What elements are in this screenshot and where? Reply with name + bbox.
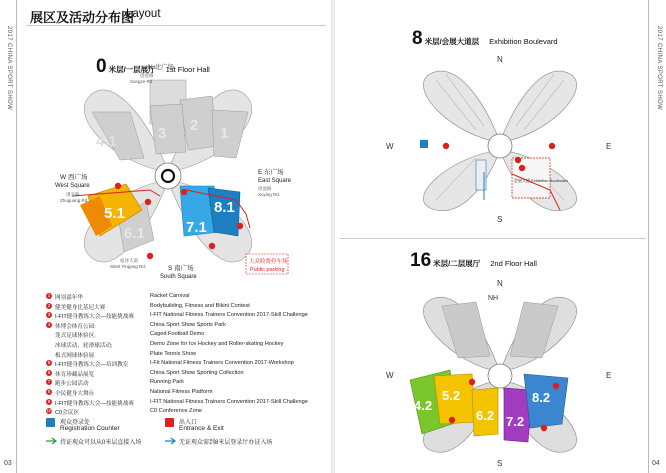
hall-3-block xyxy=(150,104,186,154)
legend-item xyxy=(46,330,336,340)
west-label-en: West Square xyxy=(55,183,90,189)
floor8-map xyxy=(380,50,620,225)
floor16-south: S xyxy=(497,459,503,468)
legend-number-badge: 1 xyxy=(47,293,51,298)
legend-label-zh: I-FIT健身教练大会—技能挑战赛 xyxy=(55,400,134,407)
legend-label-zh: 笼式足球体验区; xyxy=(55,333,96,340)
floor16-nh: NH xyxy=(488,295,499,302)
legend-label-en: Plate Tennis Show xyxy=(150,350,196,357)
entrance-exit-zh: 出入口 xyxy=(179,420,198,426)
floor8-title-en: Exhibition Boulevard xyxy=(489,37,558,46)
north-label: N 北广场 xyxy=(148,64,174,71)
floor0-map xyxy=(0,0,334,290)
legend-number-badge: 2 xyxy=(47,302,51,308)
floor0-title-zh: 米层/一层展厅 xyxy=(108,65,156,74)
legend-label-zh: 网羽嘉年华 xyxy=(55,295,83,301)
page-title: 展区及活动分布图 xyxy=(30,10,135,25)
legend-label-en: C0 Conference Zone xyxy=(150,408,202,415)
floor0-title-en: 1st Floor Hall xyxy=(165,65,210,74)
central-hub xyxy=(155,163,181,189)
legend-label-en: Caged Football Demo xyxy=(150,331,205,338)
south-road-en: Sleet Yingang Rd. xyxy=(110,264,147,269)
page-title-en: Layout xyxy=(126,8,161,20)
registration-icon xyxy=(46,418,55,427)
legend-number-badge: 9 xyxy=(47,398,51,404)
legend-label-en: Demo Zone for Ice Hockey and Roller-skating Hockey xyxy=(150,341,284,347)
legend-label-zh: 冰球活动、轮滑球活动; xyxy=(55,343,113,349)
hall-2-label: 2 xyxy=(190,117,199,134)
floor-divider xyxy=(340,238,646,239)
hall-7-2-label: 7.2 xyxy=(506,414,525,429)
note-certified: 持证观众可以从0米层直接入场 xyxy=(60,440,142,446)
east-label-en: East Square xyxy=(258,178,292,184)
floor16-number: 16 xyxy=(410,250,432,271)
east-label: E 东广场 xyxy=(258,169,284,176)
legend-number-badge: 10 xyxy=(46,408,52,414)
legend-number-badge: 3 xyxy=(47,312,51,318)
south-label-en: South Square xyxy=(160,274,197,280)
entrance-exit-en: Entrance & Exit xyxy=(179,425,224,432)
legend-label-zh: 体博会体育公园: xyxy=(55,323,96,330)
legend-item xyxy=(46,321,336,331)
hall-1-label: 1 xyxy=(220,125,229,142)
legend-item xyxy=(46,292,336,302)
page-number-right: 04 xyxy=(652,460,660,467)
floor16-hub xyxy=(488,364,512,388)
legend-item xyxy=(46,359,336,369)
legend-number-badge: 7 xyxy=(47,379,51,385)
legend-label-zh: C0会议区 xyxy=(55,410,79,417)
legend-label-en: I-FIT National Fitness Trainers Convention 2017-Skill Challenge xyxy=(150,398,308,405)
floor8-north: N xyxy=(497,55,503,64)
hall-5-2-label: 5.2 xyxy=(442,388,461,403)
floor8-west: W xyxy=(386,142,394,151)
floor16-heading xyxy=(410,250,537,272)
east-road-en: Xuying Rd. xyxy=(258,192,281,197)
hall-3-label: 3 xyxy=(158,125,167,142)
legend-label-en: Bodybuilding, Fitness and Bikini Contest xyxy=(150,302,250,309)
floor16-title-en: 2nd Floor Hall xyxy=(490,259,537,268)
legend-label-en: Running Park xyxy=(150,379,184,386)
registration-zh: 观众登录处 xyxy=(60,420,91,426)
floor8-title-zh: 米层/会展大道层 xyxy=(424,37,480,46)
legend-item xyxy=(46,407,336,417)
hall-1-block xyxy=(212,110,248,158)
vertical-title-right: 2017 CHINA SPORT SHOW xyxy=(656,26,662,111)
legend-item xyxy=(46,350,336,360)
legend-number-badge: 8 xyxy=(47,389,51,394)
hall-5-1-label: 5.1 xyxy=(104,205,125,222)
hall-4-1-label: 4.1 xyxy=(96,133,117,150)
legend-item xyxy=(46,311,336,321)
floor16-west: W xyxy=(386,371,394,380)
north-road-label: 创意路 xyxy=(140,73,154,78)
floor16-north: N xyxy=(497,279,503,288)
legend-label-zh: I-FIT健身教练大会—培训教室 xyxy=(55,362,129,369)
south-label: S 南广场 xyxy=(168,265,194,272)
legend-number-badge: 4 xyxy=(47,321,51,327)
legend-label-zh: 体育珍藏品展览 xyxy=(55,371,95,378)
blue-arrow-icon xyxy=(165,438,177,444)
legend-item xyxy=(46,340,336,350)
legend-item xyxy=(46,378,336,388)
legend-item xyxy=(46,398,336,408)
floor16-east: E xyxy=(606,371,612,380)
legend-label-en: I-FIT National Fitness Trainers Convention 2017-Skill Challenge xyxy=(150,312,308,319)
floor8-hub xyxy=(488,134,512,158)
floor16-title-zh: 米层/二层展厅 xyxy=(433,259,481,268)
floor8-south: S xyxy=(497,215,503,224)
registration-en: Registration Counter xyxy=(60,425,120,432)
hall-4-2-label: 4.2 xyxy=(414,398,433,413)
page-number-left: 03 xyxy=(4,460,12,467)
floor16-map xyxy=(380,272,620,468)
legend-label-zh: I-FIT健身教练大会—技能挑战赛 xyxy=(55,314,134,321)
west-label: W 西广场 xyxy=(60,174,88,181)
floor8-boulevard-label: 会展大道 Exhibition Boulevard xyxy=(514,178,568,183)
floor8-heading xyxy=(412,28,558,50)
floor0-number: 0 xyxy=(96,56,107,77)
hall-6-1-label: 6.1 xyxy=(124,225,145,242)
note-uncertified: 无证观众需到8米层登录厅办证入场 xyxy=(179,440,273,446)
legend-label-zh: 板式网球体验展 xyxy=(55,352,95,359)
hall-7-1-label: 7.1 xyxy=(186,219,207,236)
floor8-number: 8 xyxy=(412,28,423,49)
legend-label-en: China Sport Show Sporting Collection xyxy=(150,369,244,376)
parking-en: Public parking xyxy=(250,267,285,273)
hall-6-2-label: 6.2 xyxy=(476,408,495,423)
parking-zh: 大众收费停车场 xyxy=(249,259,288,265)
west-road-en: Zhuguang Rd. xyxy=(60,198,89,203)
hall-8-1-label: 8.1 xyxy=(214,199,235,216)
vertical-title-left: 2017 CHINA SPORT SHOW xyxy=(6,26,12,111)
legend-item xyxy=(46,369,336,379)
legend-number-badge: 5 xyxy=(47,360,51,366)
floor8-east: E xyxy=(606,142,612,151)
legend-label-en: Racket Carnival xyxy=(150,293,190,299)
legend-label-en: I-Fit National Fitness Trainers Convention 2017-Workshop xyxy=(150,360,294,367)
green-arrow-icon xyxy=(46,438,58,444)
legend-label-en: China Sport Show Sports Park xyxy=(150,321,226,328)
legend-label-zh: 全民健身大舞台 xyxy=(55,391,95,397)
legend-label-zh: 健美健身比基尼大赛 xyxy=(55,304,106,311)
north-road-en: Songze Rd. xyxy=(130,79,154,84)
legend-label-en: National Fitness Platform xyxy=(150,389,213,395)
hall-8-2-label: 8.2 xyxy=(532,390,551,405)
east-road-label: 徐盈路 xyxy=(258,186,272,191)
entrance-exit-icon xyxy=(165,418,174,427)
legend-item xyxy=(46,302,336,312)
legend-item xyxy=(46,388,336,398)
floor8-reg-icon xyxy=(420,140,428,148)
legend-label-zh: 跑步公园活动 xyxy=(55,381,89,388)
west-road-label: 诸光路 xyxy=(66,192,80,197)
legend-number-badge: 6 xyxy=(47,369,51,375)
south-road-label: 崧泽大道 xyxy=(120,258,138,263)
